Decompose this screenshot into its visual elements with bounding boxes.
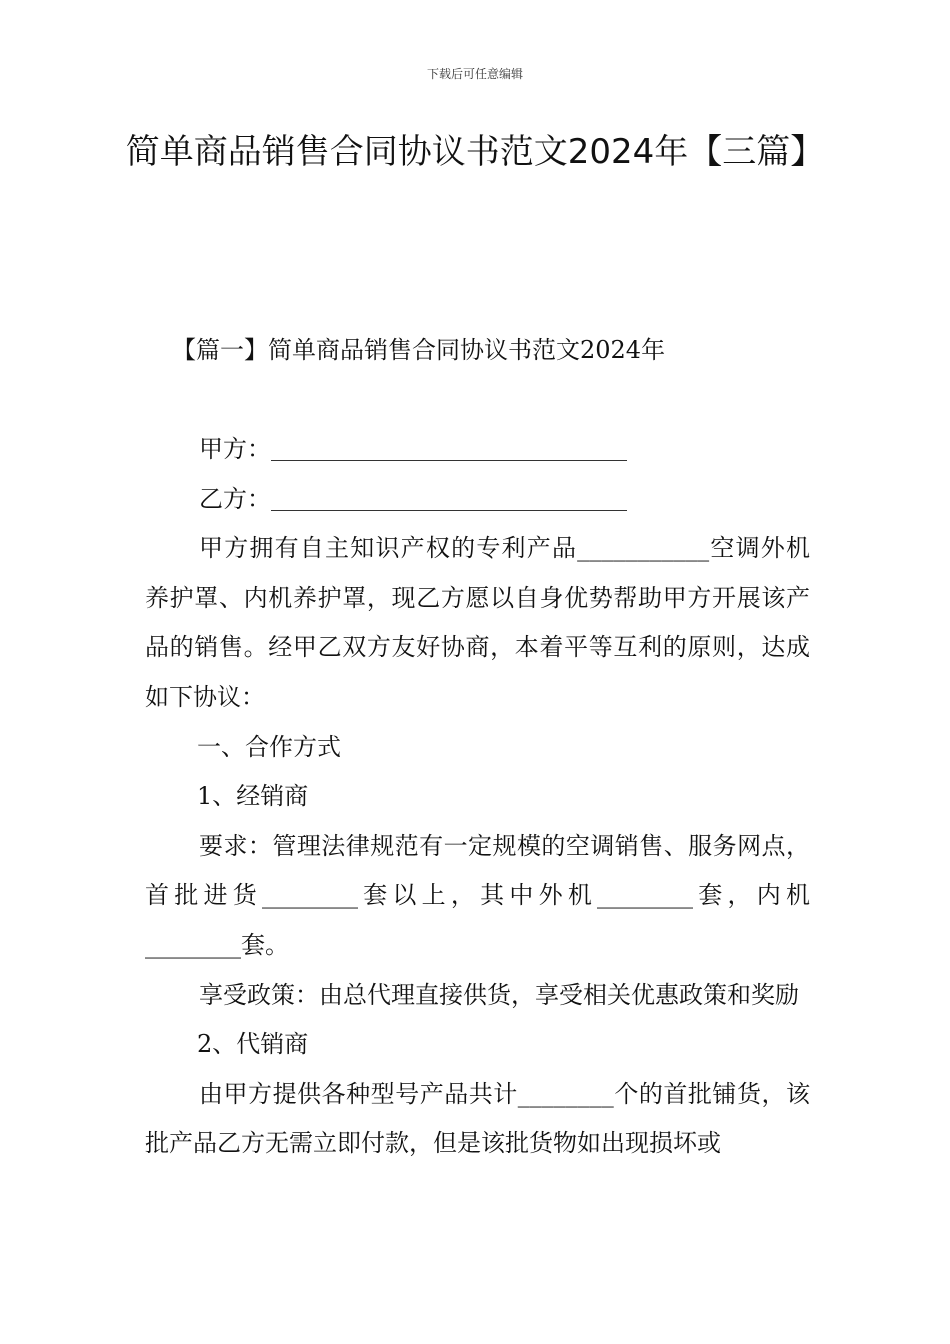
document-title: 简单商品销售合同协议书范文2024年【三篇】 bbox=[125, 132, 825, 172]
cooperation-heading: 一、合作方式 bbox=[197, 732, 341, 761]
party-b-blank bbox=[271, 482, 627, 511]
document-body bbox=[145, 425, 810, 1169]
consignee-heading: 2、代销商 bbox=[197, 1030, 309, 1059]
policy-paragraph: 享受政策：由总代理直接供货，享受相关优惠政策和奖励 bbox=[199, 980, 799, 1009]
distributor-heading: 1、经销商 bbox=[197, 782, 309, 811]
party-a-blank bbox=[271, 432, 627, 461]
party-a-line bbox=[145, 425, 810, 475]
section-heading: 【篇一】简单商品销售合同协议书范文2024年 bbox=[172, 336, 666, 364]
party-b-line bbox=[145, 475, 810, 525]
consignment-paragraph: 由甲方提供各种型号产品共计________个的首批铺货，该批产品乙方无需立即付款，但是该批货物如出现损坏或 bbox=[145, 1079, 810, 1158]
requirement-paragraph: 要求：管理法律规范有一定规模的空调销售、服务网点，首批进货________套以上，其中外机________套，内机________套。 bbox=[145, 831, 810, 959]
intro-paragraph: 甲方拥有自主知识产权的专利产品___________空调外机养护罩、内机养护罩，现乙方愿以自身优势帮助甲方开展该产品的销售。经甲乙双方友好协商，本着平等互利的原则，达成如下协议： bbox=[145, 534, 810, 711]
header-note: 下载后可任意编辑 bbox=[426, 67, 523, 81]
party-a-label: 甲方： bbox=[199, 435, 271, 463]
party-b-label: 乙方： bbox=[199, 484, 271, 513]
